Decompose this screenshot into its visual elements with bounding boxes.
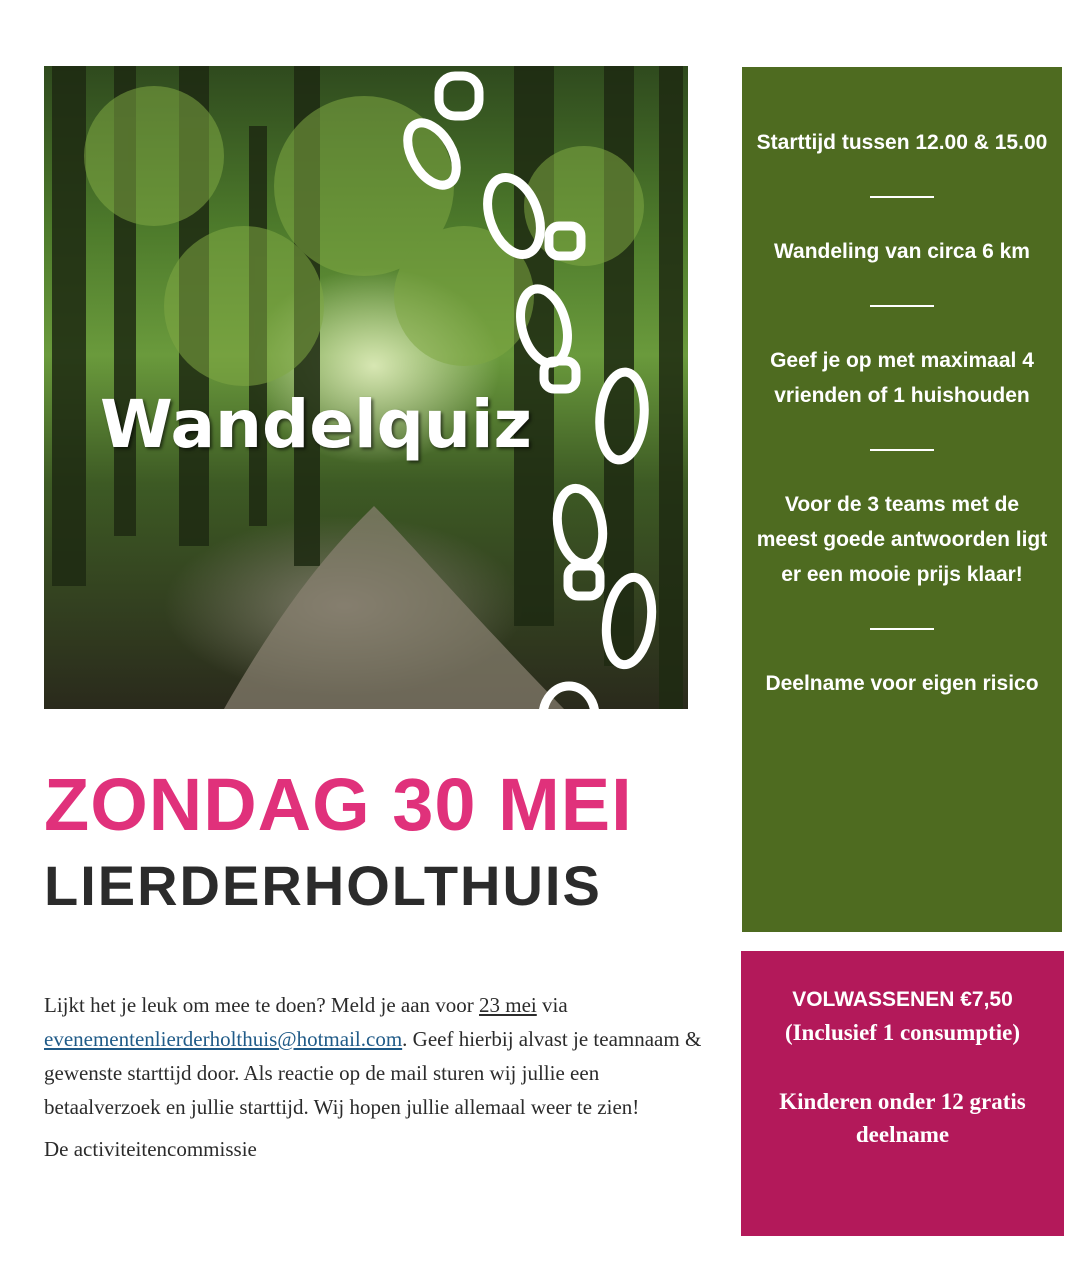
signup-paragraph (44, 988, 714, 1124)
divider (870, 449, 934, 451)
info-panel (742, 67, 1062, 932)
email-link[interactable]: evenementenlierderholthuis@hotmail.com (44, 1027, 403, 1051)
description (44, 988, 714, 1174)
price-children: Kinderen onder 12 gratis deelname (779, 1089, 1026, 1147)
price-adults-note: (Inclusief 1 consumptie) (784, 1020, 1021, 1045)
hero-title: Wandelquiz (100, 386, 532, 463)
signup-text-rest: . Geef hierbij alvast je teamnaam & gewenste starttijd door. Als reactie op de mail sturen wij jullie een betaalverzoek en jullie starttijd. Wij hopen jullie allemaal weer te zien! (44, 1027, 702, 1119)
price-adults: VOLWASSENEN €7,50 (792, 988, 1013, 1011)
signup-text: Lijkt het je leuk om mee te doen? Meld je aan voor (44, 993, 480, 1017)
pricing-panel (741, 951, 1064, 1236)
signup-text-via: via (536, 993, 568, 1017)
signature: De activiteitencommissie (44, 1137, 257, 1161)
divider (870, 305, 934, 307)
event-location: LIERDERHOLTHUIS (44, 854, 602, 917)
deadline-date: 23 mei (479, 993, 537, 1017)
info-team-size: Geef je op met maximaal 4 vrienden of 1 huishouden (770, 349, 1034, 407)
divider (870, 196, 934, 198)
info-start-time: Starttijd tussen 12.00 & 15.00 (756, 131, 1048, 154)
hero-image (44, 66, 688, 709)
divider (870, 628, 934, 630)
info-prize: Voor de 3 teams met de meest goede antwoorden ligt er een mooie prijs klaar! (756, 493, 1048, 586)
info-risk: Deelname voor eigen risico (765, 672, 1039, 695)
event-date: ZONDAG 30 MEI (44, 763, 633, 846)
info-distance: Wandeling van circa 6 km (774, 240, 1030, 263)
